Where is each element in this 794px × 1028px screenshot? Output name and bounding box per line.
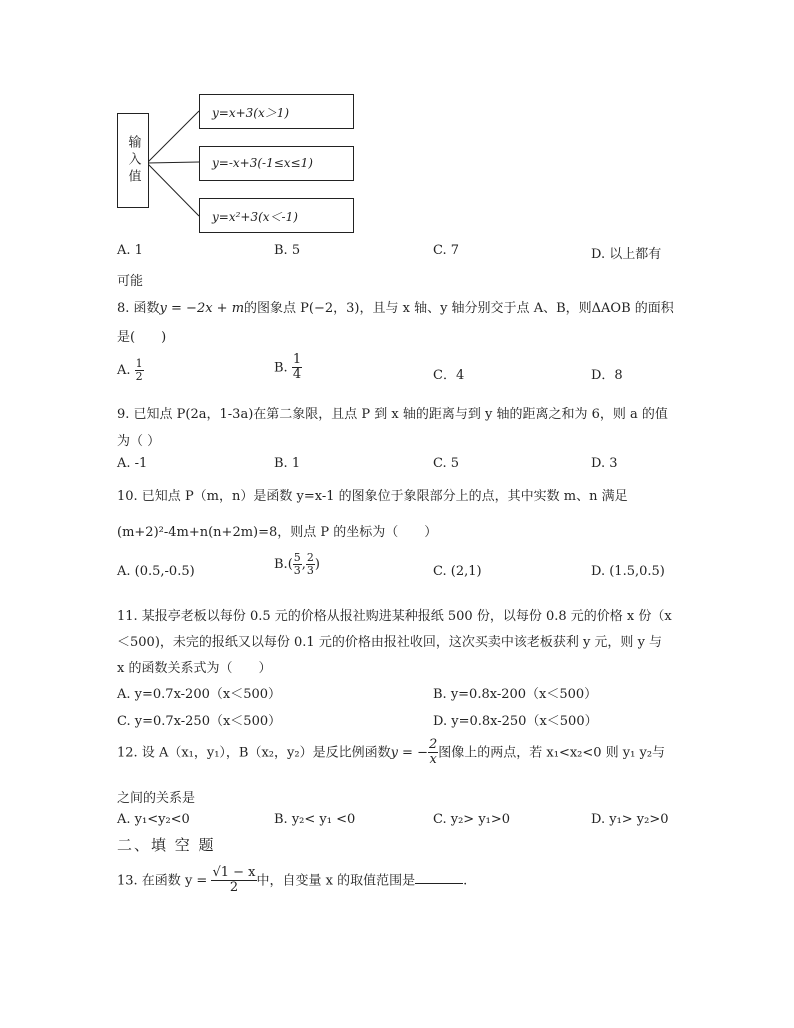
case-box-1 [199,94,354,129]
q9-option-c: C. 5 [433,456,460,471]
q13-answer-blank[interactable] [415,871,463,884]
q10-option-d: D. (1.5,0.5) [591,564,665,579]
q12-stem-cont: 之间的关系是 [117,791,196,806]
q11-option-d: D. y=0.8x-250（x＜500） [433,714,598,729]
q7-option-c: C. 7 [433,243,460,258]
q12-fraction: $\frac{2}{x}$ [428,737,438,768]
q10-stem-cont: (m+2)²-4m+n(n+2m)=8，则点 P 的坐标为（ ） [117,525,438,540]
q7-option-d-cont: 可能 [117,274,144,289]
q12-stem: 12. 设 A（x₁，y₁），B（x₂，y₂）是反比例函数y = − $\frac{2}{x}$ 图像上的两点，若 x₁<x₂<0 则 y₁ y₂与 [117,737,666,768]
case-text-2: y=-x+3(-1≤x≤1) [212,156,313,170]
q11-option-c: C. y=0.7x-250（x＜500） [117,714,282,729]
q10-option-a: A. (0.5,-0.5) [117,564,195,579]
input-box [117,113,149,208]
case-text-3: y=x²+3(x＜-1) [212,210,298,224]
q8-option-b: B. $\frac{1}{4}$ [274,352,302,383]
q8-stem-cont: 是( ) [117,330,167,345]
q8-option-d: D．8 [591,368,623,383]
section-heading: 二、填 空 题 [117,836,216,854]
q8-stem: 8. 函数y = −2x + m的图象点 P(−2，3)，且与 x 轴、y 轴分别交于点 A、B，则ΔAOB 的面积 [117,301,674,316]
q10-option-c: C. (2,1) [433,564,482,579]
q12-option-b: B. y₂< y₁ <0 [274,812,356,827]
q8-function: y = −2x + m [159,301,245,316]
q10-stem: 10. 已知点 P（m，n）是函数 y=x-1 的图象位于象限部分上的点，其中实数 m、n 满足 [117,489,628,504]
q11-option-b: B. y=0.8x-200（x＜500） [433,687,598,702]
q8-option-c: C．4 [433,368,465,383]
input-label: 输入值 [125,135,141,186]
q8-fraction-a: $\frac{1}{2}$ [135,357,143,384]
q11-stem-cont-2: x 的函数关系式为（ ） [117,661,272,676]
q13-fraction: $\frac{√1 - x}{2}$ [212,865,256,896]
q10-fraction-1: $\frac{5}{3}$ [293,551,301,578]
q11-option-a: A. y=0.7x-200（x＜500） [117,687,282,702]
q7-option-d: D. 以上都有 [591,247,662,262]
q11-stem-cont-1: ＜500)，未完的报纸又以每份 0.1 元的价格由报社收回，这次买卖中该老板获利 y 元，则 y 与 [117,635,663,650]
q9-option-b: B. 1 [274,456,301,471]
q11-stem: 11. 某报亭老板以每份 0.5 元的价格从报社购进某种报纸 500 份，以每份 0.8 元的价格 x 份（x [117,609,672,624]
q9-option-d: D. 3 [591,456,618,471]
q10-option-b: B.( $\frac{5}{3}$ , $\frac{2}{3}$ ) [274,551,320,578]
case-box-2 [199,146,354,181]
q9-option-a: A. -1 [117,456,148,471]
q7-option-a: A. 1 [117,243,143,258]
q9-stem: 9. 已知点 P(2a，1-3a)在第二象限，且点 P 到 x 轴的距离与到 y 轴的距离之和为 6，则 a 的值 [117,407,668,422]
q8-fraction-b: $\frac{1}{4}$ [292,352,302,383]
case-box-3 [199,198,354,233]
q8-option-a: A. $\frac{1}{2}$ [117,357,143,384]
q10-fraction-2: $\frac{2}{3}$ [306,551,314,578]
q9-stem-cont: 为（ ） [117,434,161,449]
q12-option-a: A. y₁<y₂<0 [117,812,190,827]
case-text-1: y=x+3(x＞1) [212,106,290,120]
q12-option-d: D. y₁> y₂>0 [591,812,669,827]
q12-option-c: C. y₂> y₁>0 [433,812,511,827]
q7-option-b: B. 5 [274,243,301,258]
q13-stem: 13. 在函数 y = $\frac{√1 - x}{2}$ 中，自变量 x 的取值范围是 . [117,865,468,896]
